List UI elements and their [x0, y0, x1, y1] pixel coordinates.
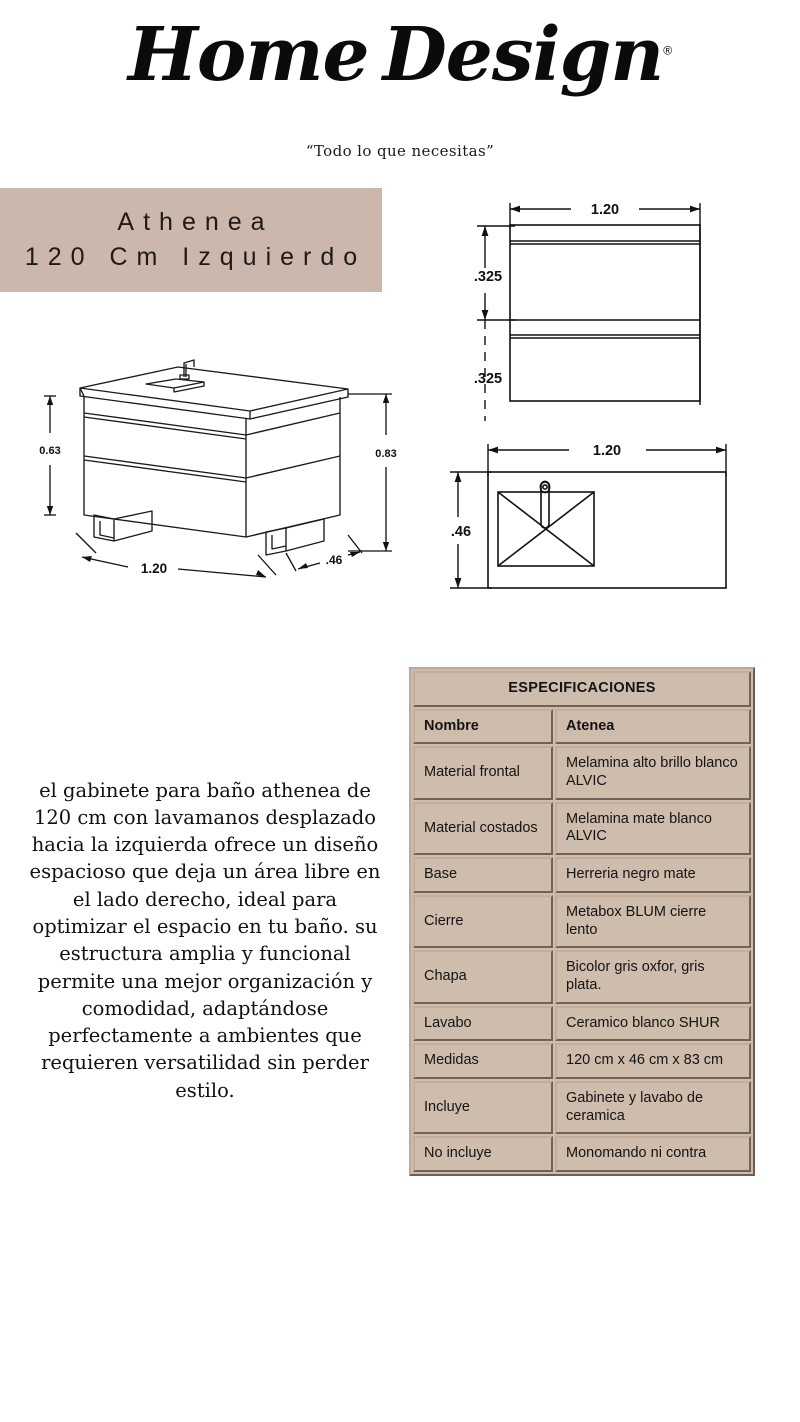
- brand-name-home: Home: [127, 12, 369, 98]
- isometric-cabinet-height-label: 0.63: [39, 445, 61, 457]
- spec-value-lavabo: Ceramico blanco SHUR: [555, 1006, 751, 1042]
- specifications-table-title: ESPECIFICACIONES: [413, 671, 751, 707]
- specifications-table-container: [409, 667, 755, 1176]
- table-row: [413, 895, 751, 948]
- spec-value-incluye: Gabinete y lavabo de ceramica: [555, 1081, 751, 1134]
- product-title-line-1: Athenea: [117, 207, 274, 236]
- top-plan-view: [436, 432, 786, 617]
- top-plan-depth-label: .46: [450, 524, 472, 540]
- spec-key-base: Base: [413, 857, 553, 893]
- isometric-depth-label: .46: [325, 553, 343, 567]
- table-row: [413, 950, 751, 1003]
- spec-value-medidas: 120 cm x 46 cm x 83 cm: [555, 1043, 751, 1079]
- brand-tagline: “Todo lo que necesitas”: [305, 142, 495, 160]
- spec-key-chapa: Chapa: [413, 950, 553, 1003]
- isometric-view: [18, 355, 418, 605]
- spec-value-no-incluye: Monomando ni contra: [555, 1136, 751, 1172]
- spec-value-material-frontal: Melamina alto brillo blanco ALVIC: [555, 746, 751, 799]
- product-description: el gabinete para baño athenea de 120 cm con lavamanos desplazado hacia la izquierda ofrece un diseño espacioso que deja un área libre en el lado derecho, ideal para optimizar el espacio en tu baño. su estructura amplia y funcional permite una mejor organización y comodidad, adaptándose perfectamente a ambientes que requieren versatilidad sin perder estilo.: [29, 778, 381, 1102]
- spec-key-cierre: Cierre: [413, 895, 553, 948]
- specifications-table: [409, 667, 755, 1176]
- spec-value-chapa: Bicolor gris oxfor, gris plata.: [555, 950, 751, 1003]
- spec-value-material-costados: Melamina mate blanco ALVIC: [555, 802, 751, 855]
- spec-key-material-frontal: Material frontal: [413, 746, 553, 799]
- registered-trademark-icon: ®: [663, 43, 673, 58]
- column-header-nombre: Nombre: [413, 709, 553, 745]
- table-row: [413, 802, 751, 855]
- brand-name-design: Design: [382, 12, 664, 98]
- front-elevation-view: [455, 193, 795, 448]
- table-row: [413, 1136, 751, 1172]
- spec-key-incluye: Incluye: [413, 1081, 553, 1134]
- isometric-total-height-label: 0.83: [375, 448, 397, 460]
- front-elevation-width-label: 1.20: [590, 202, 620, 218]
- brand-logo: [0, 12, 800, 98]
- table-row: [413, 1006, 751, 1042]
- column-header-atenea: Atenea: [555, 709, 751, 745]
- table-row-title: [413, 671, 751, 707]
- front-elevation-lower-drawer-label: .325: [473, 371, 503, 387]
- isometric-width-label: 1.20: [140, 561, 168, 576]
- table-row: [413, 746, 751, 799]
- table-row-header: [413, 709, 751, 745]
- table-row: [413, 857, 751, 893]
- spec-value-base: Herreria negro mate: [555, 857, 751, 893]
- top-plan-width-label: 1.20: [592, 443, 622, 459]
- spec-key-lavabo: Lavabo: [413, 1006, 553, 1042]
- product-title-line-2: 120 Cm Izquierdo: [24, 243, 367, 271]
- spec-value-cierre: Metabox BLUM cierre lento: [555, 895, 751, 948]
- front-elevation-upper-drawer-label: .325: [473, 269, 503, 285]
- spec-key-medidas: Medidas: [413, 1043, 553, 1079]
- spec-key-material-costados: Material costados: [413, 802, 553, 855]
- brand-header: [0, 0, 800, 180]
- table-row: [413, 1081, 751, 1134]
- spec-key-no-incluye: No incluye: [413, 1136, 553, 1172]
- product-title-banner: [0, 188, 382, 292]
- table-row: [413, 1043, 751, 1079]
